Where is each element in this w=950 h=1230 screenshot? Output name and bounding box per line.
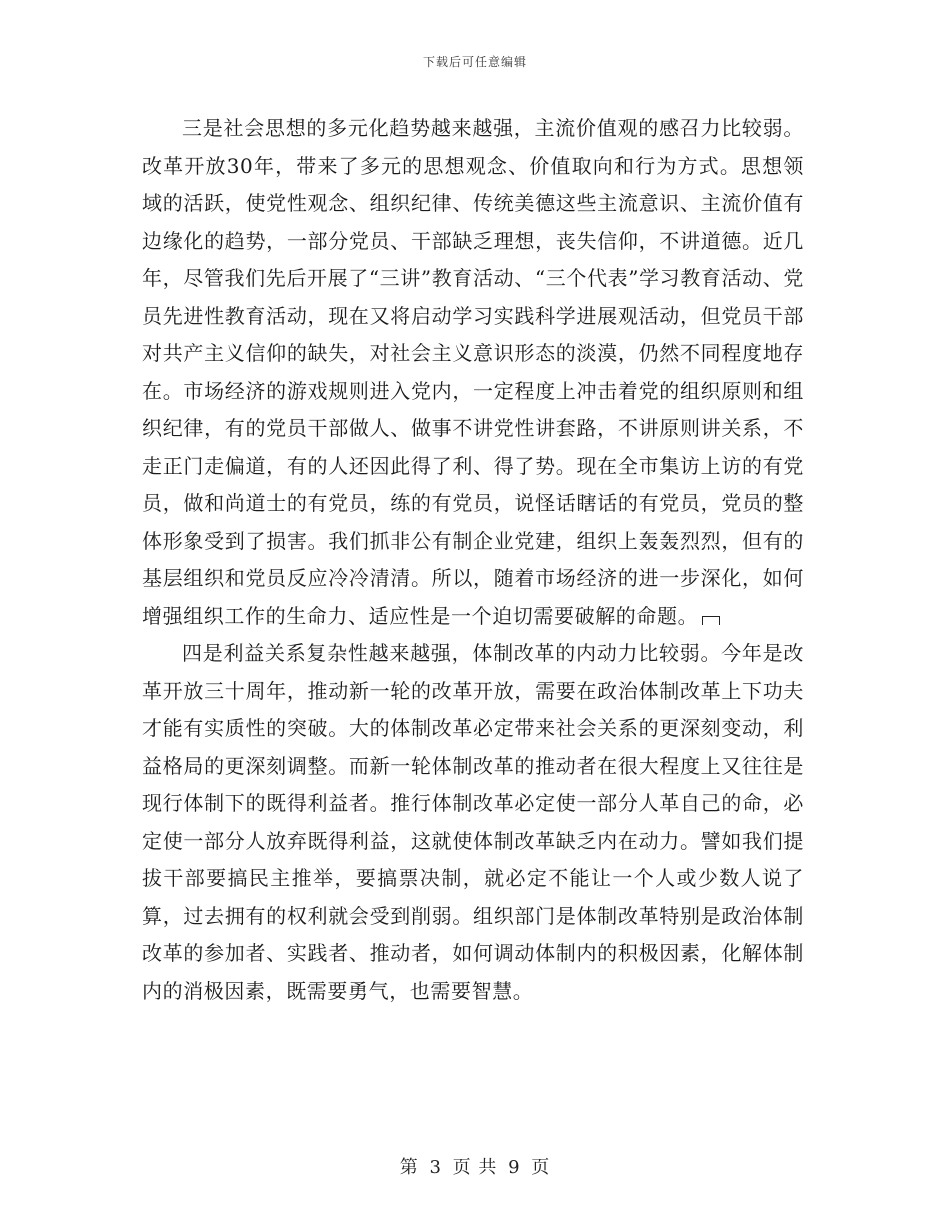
footer-prefix: 第 <box>399 1157 419 1178</box>
page-footer <box>0 1153 950 1179</box>
paragraph-three <box>142 110 804 635</box>
footer-total-pages: 9 <box>508 1157 521 1178</box>
paragraph-end-mark-icon <box>702 616 720 625</box>
paragraph-three-text: 三是社会思想的多元化趋势越来越强，主流价值观的感召力比较弱。改革开放30年，带来了多元的思想观念、价值取向和行为方式。思想领域的活跃，使党性观念、组织纪律、传统美德这些主流意识、主流价值有边缘化的趋势，一部分党员、干部缺乏理想，丧失信仰，不讲道德。近几年，尽管我们先后开展了“三讲”教育活动、“三个代表”学习教育活动、党员先进性教育活动，现在又将启动学习实践科学进展观活动，但党员干部对共产主义信仰的缺失，对社会主义意识形态的淡漠，仍然不同程度地存在。市场经济的游戏规则进入党内，一定程度上冲击着党的组织原则和组织纪律，有的党员干部做人、做事不讲党性讲套路，不讲原则讲关系，不走正门走偏道，有的人还因此得了利、得了势。现在全市集访上访的有党员，做和尚道士的有党员，练的有党员，说怪话瞎话的有党员，党员的整体形象受到了损害。我们抓非公有制企业党建，组织上轰轰烈烈，但有的基层组织和党员反应冷冷清清。所以，随着市场经济的进一步深化，如何增强组织工作的生命力、适应性是一个迫切需要破解的命题。 <box>142 116 804 628</box>
page-header: 下载后可任意编辑 <box>422 55 527 69</box>
footer-suffix: 页 <box>531 1157 551 1178</box>
paragraph-four: 四是利益关系复杂性越来越强，体制改革的内动力比较弱。今年是改革开放三十周年，推动新一轮的改革开放，需要在政治体制改革上下功夫才能有实质性的突破。大的体制改革必定带来社会关系的更深刻变动，利益格局的更深刻调整。而新一轮体制改革的推动者在很大程度上又往往是现行体制下的既得利益者。推行体制改革必定使一部分人革自己的命，必定使一部分人放弃既得利益，这就使体制改革缺乏内在动力。譬如我们提拔干部要搞民主推举，要搞票决制，就必定不能让一个人或少数人说了算，过去拥有的权利就会受到削弱。组织部门是体制改革特别是政治体制改革的参加者、实践者、推动者，如何调动体制内的积极因素，化解体制内的消极因素，既需要勇气，也需要智慧。 <box>142 641 804 1003</box>
footer-mid: 页 共 <box>452 1157 498 1178</box>
document-body <box>142 110 804 1010</box>
footer-current-page: 3 <box>429 1157 442 1178</box>
